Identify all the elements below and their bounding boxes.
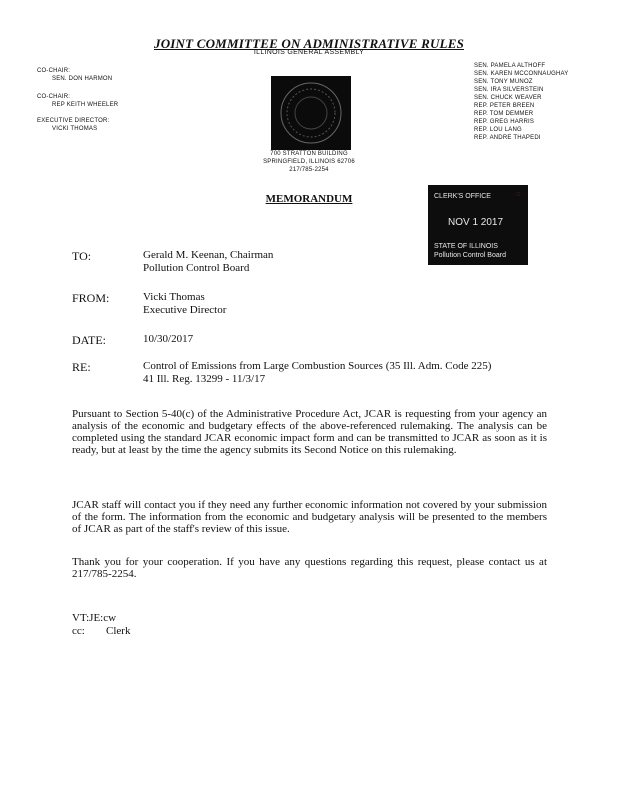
stamp-date: NOV 1 2017 (448, 217, 504, 228)
from-line-1: Vicki Thomas (143, 291, 205, 303)
address-city: SPRINGFIELD, ILLINOIS 62706 (263, 159, 355, 165)
stamp-top: CLERK'S OFFICE (434, 193, 491, 200)
member-name: REP. TOM DEMMER (474, 111, 534, 117)
address-line: 700 STRATTON BUILDING (270, 151, 348, 157)
body-paragraph-3: Thank you for your cooperation. If you have any questions regarding this request, please contact us at 217/785-2254. (72, 556, 547, 580)
cc-value: Clerk (106, 625, 131, 637)
memo-heading: MEMORANDUM (265, 193, 353, 205)
stamp-bottom-1: STATE OF ILLINOIS (434, 243, 498, 250)
received-stamp (428, 185, 528, 265)
body-paragraph-2: JCAR staff will contact you if they need any further economic information not covered by your submission of the form. The information from the economic and budgetary analysis will be presented to the members of JCAR as part of the staff's review of this issue. (72, 499, 547, 535)
re-line-2: 41 Ill. Reg. 13299 - 11/3/17 (143, 373, 266, 385)
to-line-2: Pollution Control Board (143, 262, 250, 274)
member-name: REP. ANDRE THAPEDI (474, 135, 541, 141)
date-label: DATE: (72, 333, 106, 347)
initials: VT:JE:cw (72, 612, 117, 624)
from-line-2: Executive Director (143, 304, 227, 316)
officer-role: CO-CHAIR: (37, 68, 71, 74)
member-name: SEN. IRA SILVERSTEIN (474, 87, 544, 93)
member-name: REP. PETER BREEN (474, 103, 535, 109)
address-block (0, 150, 618, 174)
committee-title: JOINT COMMITTEE ON ADMINISTRATIVE RULES (154, 36, 464, 51)
member-name: SEN. TONY MUNOZ (474, 79, 533, 85)
to-label: TO: (72, 249, 92, 263)
from-label: FROM: (72, 291, 110, 305)
officer-name: REP KEITH WHEELER (52, 102, 119, 108)
officer-role: CO-CHAIR: (37, 94, 71, 100)
officer-role: EXECUTIVE DIRECTOR: (37, 118, 110, 124)
officer-name: SEN. DON HARMON (52, 76, 113, 82)
member-name: SEN. CHUCK WEAVER (474, 95, 542, 101)
address-phone: 217/785-2254 (289, 167, 329, 173)
member-name: SEN. PAMELA ALTHOFF (474, 63, 546, 69)
member-name: SEN. KAREN MCCONNAUGHAY (474, 71, 569, 77)
member-name: REP. LOU LANG (474, 127, 522, 133)
seal-icon (276, 80, 346, 146)
re-line-1: Control of Emissions from Large Combustion Sources (35 Ill. Adm. Code 225) (143, 360, 492, 372)
officer-name: VICKI THOMAS (52, 126, 98, 132)
committee-subtitle: ILLINOIS GENERAL ASSEMBLY (253, 49, 365, 56)
re-label: RE: (72, 360, 91, 374)
cc-label: cc: (72, 625, 85, 637)
member-name: REP. GREG HARRIS (474, 119, 535, 125)
body-paragraph-1: Pursuant to Section 5-40(c) of the Administrative Procedure Act, JCAR is requesting from your agency an analysis of the economic and budgetary effects of the above-referenced rulemaking. The analysis can be completed using the standard JCAR economic impact form and can be transmitted to JCAR as soon as it is ready, but at least by the time the agency submits its Second Notice on this rulemaking. (72, 408, 547, 456)
stamp-bottom-2: Pollution Control Board (434, 252, 506, 259)
to-line-1: Gerald M. Keenan, Chairman (143, 249, 274, 261)
date-value: 10/30/2017 (143, 333, 194, 345)
stamp-mark: ◌ (516, 191, 521, 198)
members-list (474, 62, 569, 142)
state-seal (271, 76, 351, 150)
